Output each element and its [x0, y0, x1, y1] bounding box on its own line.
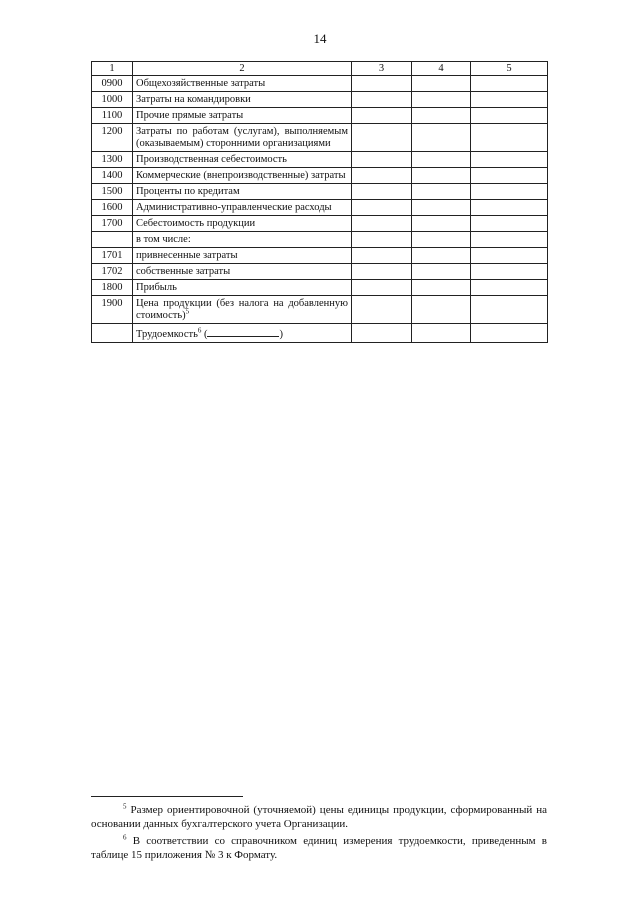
- value-cell: [352, 232, 412, 248]
- row-code: 1900: [92, 296, 133, 324]
- row-name: собственные затраты: [133, 264, 352, 280]
- footnote-text: В соответствии со справочником единиц измерения трудоемкости, приведенным в таблице 15 приложения № 3 к Формату.: [91, 835, 547, 861]
- row-code: 1701: [92, 248, 133, 264]
- column-header: 5: [471, 62, 548, 76]
- row-code: 1500: [92, 184, 133, 200]
- row-code: [92, 232, 133, 248]
- table-row: [92, 324, 548, 343]
- value-cell: [352, 108, 412, 124]
- row-code: [92, 324, 133, 343]
- row-name: Общехозяйственные затраты: [133, 76, 352, 92]
- value-cell: [352, 280, 412, 296]
- row-name: Себестоимость продукции: [133, 216, 352, 232]
- table-row: [92, 184, 548, 200]
- value-cell: [412, 92, 471, 108]
- value-cell: [412, 216, 471, 232]
- unit-open-paren: (: [201, 329, 208, 340]
- value-cell: [352, 264, 412, 280]
- row-name: Прибыль: [133, 280, 352, 296]
- row-name: Производственная себестоимость: [133, 152, 352, 168]
- row-code: 1300: [92, 152, 133, 168]
- row-code: 1000: [92, 92, 133, 108]
- table-row: [92, 168, 548, 184]
- footnote-number: 5: [123, 802, 127, 811]
- row-name-cell: [133, 296, 352, 324]
- value-cell: [412, 264, 471, 280]
- row-name: Затраты по работам (услугам), выполняемым (оказываемым) сторонними организациями: [133, 124, 352, 152]
- row-code: 1100: [92, 108, 133, 124]
- table-row: [92, 248, 548, 264]
- value-cell: [352, 184, 412, 200]
- unit-blank-line: [207, 326, 279, 337]
- value-cell: [352, 168, 412, 184]
- value-cell: [471, 152, 548, 168]
- row-name: Административно-управленческие расходы: [133, 200, 352, 216]
- footnote: [91, 834, 547, 862]
- value-cell: [352, 76, 412, 92]
- value-cell: [412, 152, 471, 168]
- row-name: Прочие прямые затраты: [133, 108, 352, 124]
- row-name-cell: [133, 324, 352, 343]
- table-row: [92, 108, 548, 124]
- value-cell: [471, 184, 548, 200]
- column-header: 1: [92, 62, 133, 76]
- value-cell: [471, 296, 548, 324]
- value-cell: [471, 216, 548, 232]
- footnotes: [91, 803, 547, 865]
- value-cell: [352, 200, 412, 216]
- value-cell: [352, 248, 412, 264]
- value-cell: [352, 152, 412, 168]
- page-number: 14: [313, 31, 327, 46]
- table-row: [92, 124, 548, 152]
- table-row: [92, 296, 548, 324]
- column-header: 2: [133, 62, 352, 76]
- value-cell: [412, 280, 471, 296]
- column-header: 3: [352, 62, 412, 76]
- value-cell: [412, 200, 471, 216]
- row-code: 1400: [92, 168, 133, 184]
- value-cell: [352, 92, 412, 108]
- value-cell: [352, 216, 412, 232]
- row-code: 0900: [92, 76, 133, 92]
- value-cell: [471, 280, 548, 296]
- value-cell: [412, 76, 471, 92]
- value-cell: [412, 108, 471, 124]
- value-cell: [412, 296, 471, 324]
- footnote-text: Размер ориентировочной (уточняемой) цены единицы продукции, сформированный на основании данных бухгалтерского учета Организации.: [91, 804, 547, 830]
- value-cell: [471, 200, 548, 216]
- table-row: [92, 200, 548, 216]
- column-header: 4: [412, 62, 471, 76]
- value-cell: [471, 168, 548, 184]
- row-name: Проценты по кредитам: [133, 184, 352, 200]
- row-name: привнесенные затраты: [133, 248, 352, 264]
- table-row: [92, 216, 548, 232]
- row-code: 1700: [92, 216, 133, 232]
- unit-close-paren: ): [279, 329, 283, 340]
- value-cell: [471, 232, 548, 248]
- row-name: Коммерческие (внепроизводственные) затраты: [133, 168, 352, 184]
- footnote-ref: 5: [185, 307, 190, 316]
- value-cell: [471, 108, 548, 124]
- row-name: Трудоемкость: [136, 329, 198, 340]
- table-row: [92, 76, 548, 92]
- row-name: Цена продукции (без налога на добавленную стоимость): [136, 298, 348, 321]
- value-cell: [471, 124, 548, 152]
- footnote-ref: 6: [197, 326, 202, 335]
- value-cell: [412, 168, 471, 184]
- footnote-number: 6: [123, 833, 127, 842]
- value-cell: [412, 124, 471, 152]
- value-cell: [412, 232, 471, 248]
- value-cell: [352, 124, 412, 152]
- value-cell: [352, 324, 412, 343]
- value-cell: [471, 92, 548, 108]
- cost-table: [91, 61, 548, 343]
- value-cell: [412, 248, 471, 264]
- table-row: [92, 152, 548, 168]
- value-cell: [412, 324, 471, 343]
- row-code: 1800: [92, 280, 133, 296]
- row-name: в том числе:: [133, 232, 352, 248]
- table-row: [92, 280, 548, 296]
- row-code: 1600: [92, 200, 133, 216]
- value-cell: [471, 264, 548, 280]
- row-code: 1702: [92, 264, 133, 280]
- table-row: [92, 264, 548, 280]
- value-cell: [352, 296, 412, 324]
- table-row: [92, 232, 548, 248]
- table-header-row: [92, 62, 548, 76]
- footnote-divider: [91, 796, 243, 797]
- value-cell: [412, 184, 471, 200]
- row-code: 1200: [92, 124, 133, 152]
- row-name: Затраты на командировки: [133, 92, 352, 108]
- value-cell: [471, 76, 548, 92]
- value-cell: [471, 324, 548, 343]
- table-row: [92, 92, 548, 108]
- footnote: [91, 803, 547, 831]
- value-cell: [471, 248, 548, 264]
